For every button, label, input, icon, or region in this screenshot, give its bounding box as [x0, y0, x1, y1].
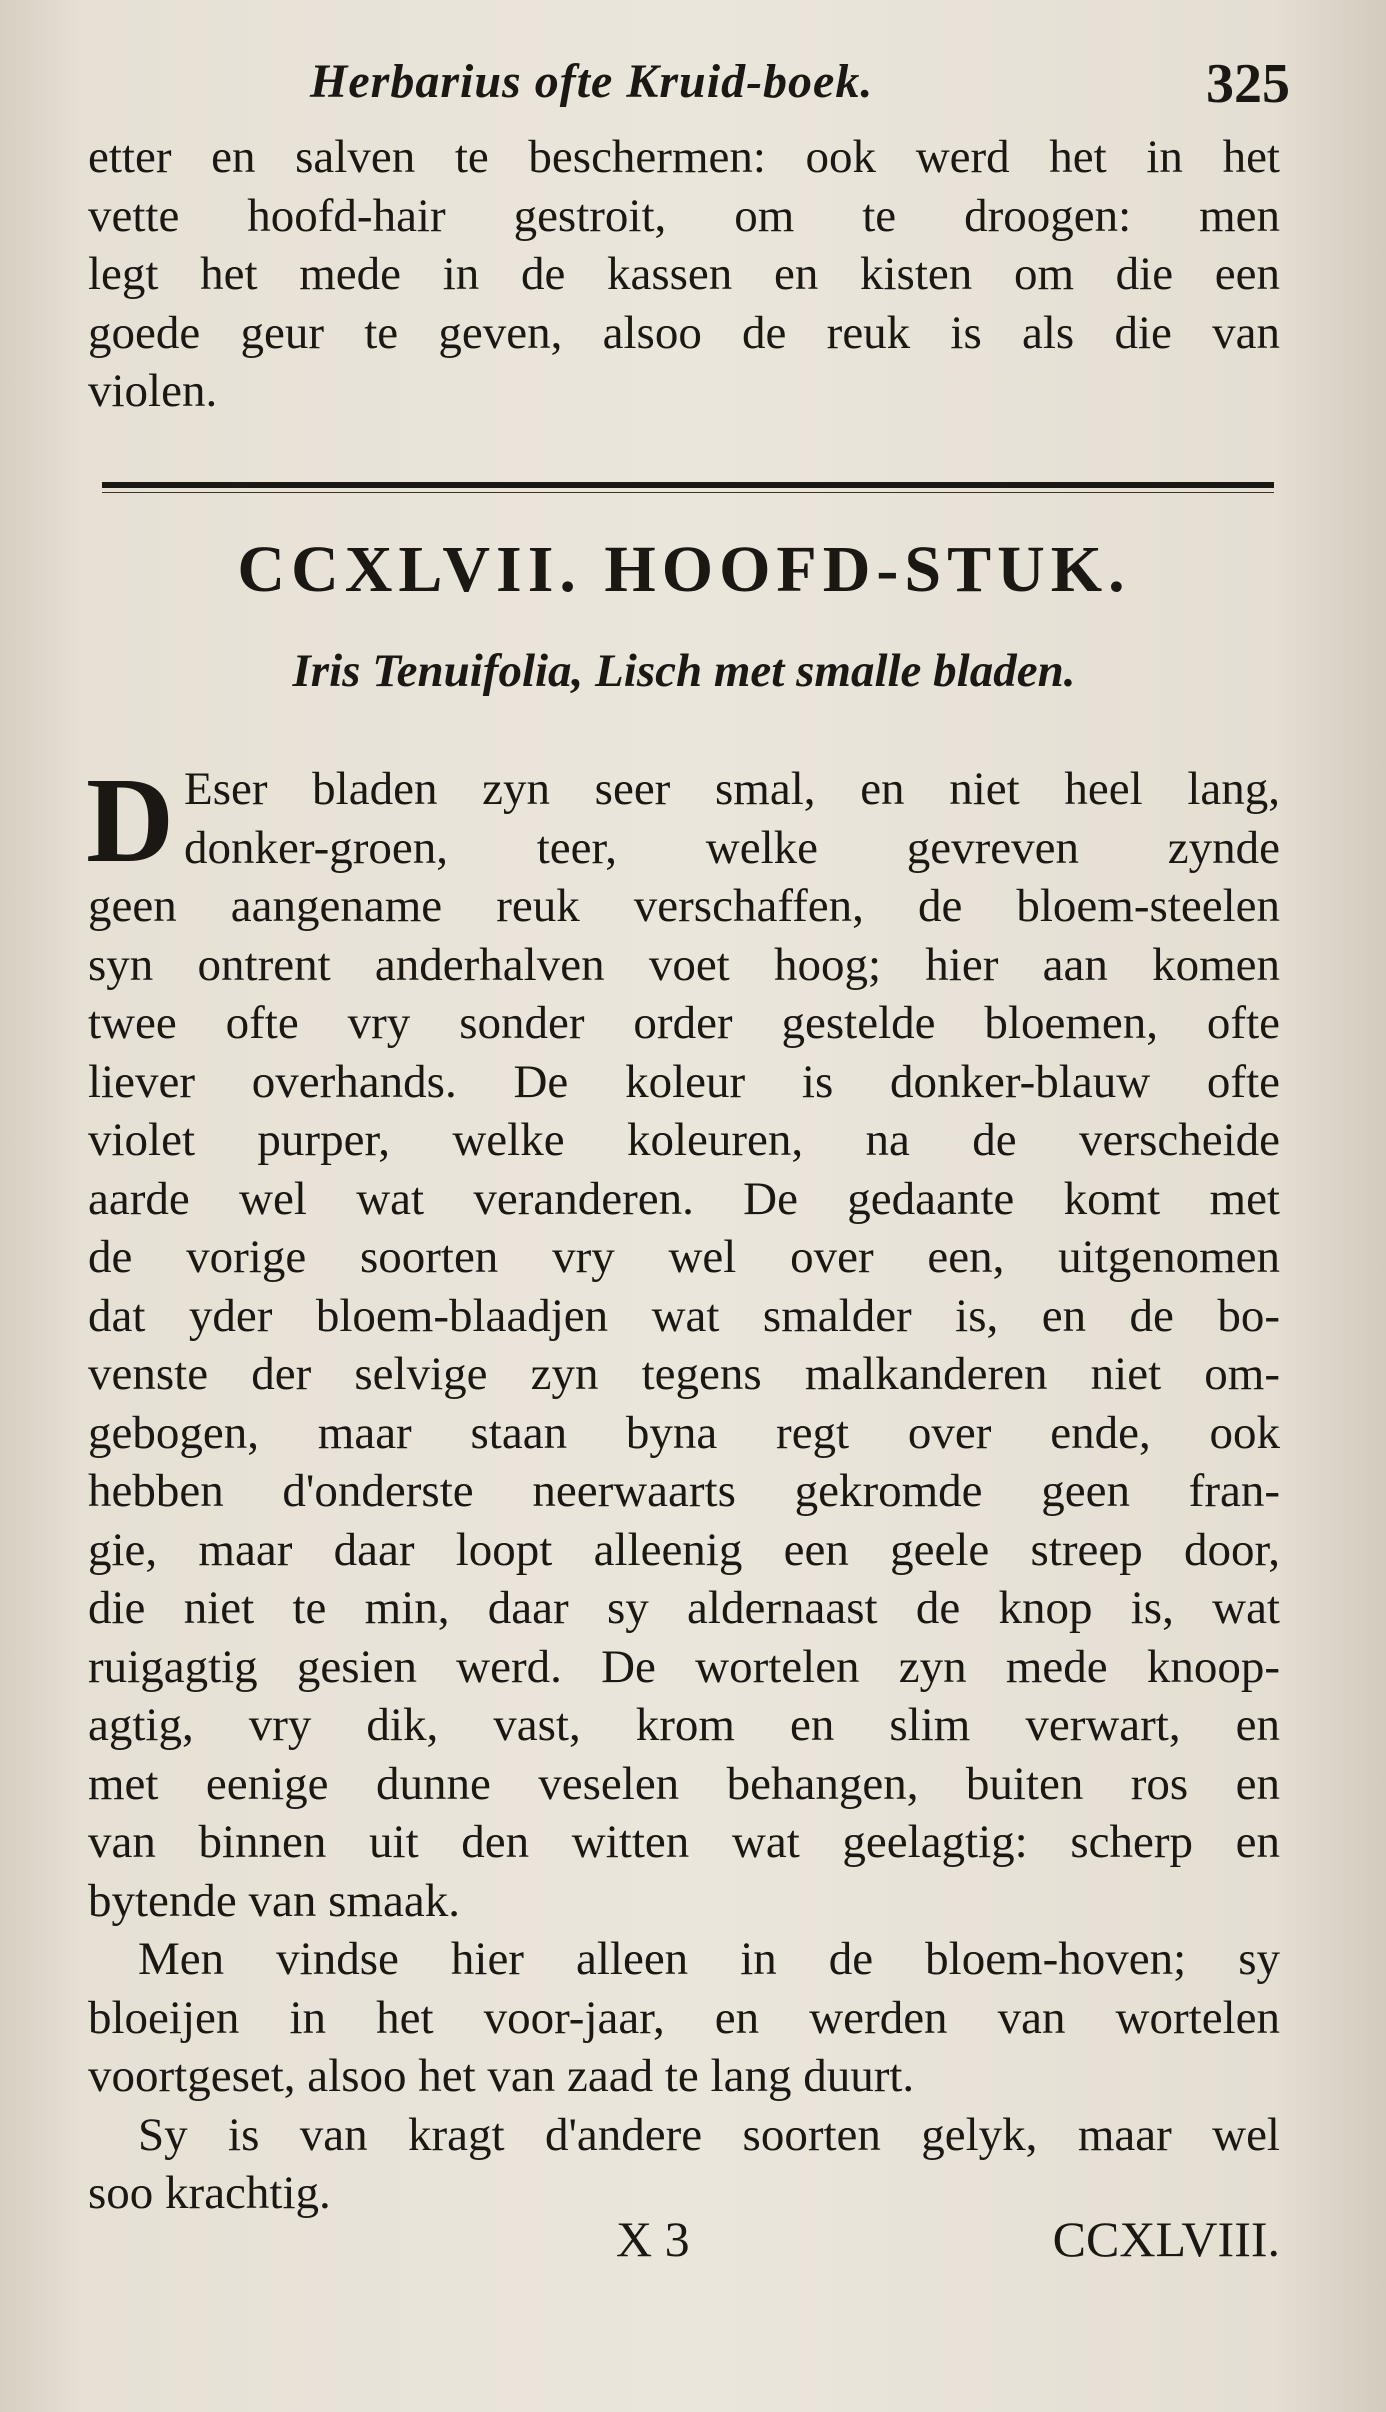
text-line: geen aangename reuk verschaffen, de bloem-steelen — [88, 880, 1280, 932]
page-footer — [88, 2210, 1280, 2280]
chapter-title: CCXLVII. HOOFD-STUK. — [237, 533, 1131, 606]
text-line: aarde wel wat veranderen. De gedaante komt met — [88, 1172, 1280, 1225]
text-line: liever overhands. De koleur is donker-blauw ofte — [88, 1055, 1280, 1108]
text-line: vette hoofd-hair gestroit, om te droogen: men — [88, 189, 1280, 242]
page-number: 325 — [1206, 53, 1290, 115]
text-line: voortgeset, alsoo het van zaad te lang duurt. — [88, 2050, 915, 2102]
main-paragraph — [86, 753, 1280, 2223]
page-header — [310, 38, 1290, 118]
text-line: violen. — [88, 365, 218, 417]
text-line: die niet te min, daar sy aldernaast de knop is, wat — [88, 1582, 1280, 1634]
text-line: goede geur te geven, alsoo de reuk is als die van — [88, 306, 1280, 359]
drop-cap: D — [86, 753, 175, 888]
continued-paragraph — [88, 128, 1280, 421]
text-line: van binnen uit den witten wat geelagtig: scherp en — [88, 1816, 1280, 1868]
text-line: Eser bladen zyn seer smal, en niet heel lang, — [184, 763, 1280, 815]
text-line: twee ofte vry sonder order gestelde bloemen, ofte — [88, 997, 1280, 1049]
text-line: met eenige dunne veselen behangen, buiten ros en — [88, 1757, 1280, 1810]
text-line: soo krachtig. — [88, 2167, 331, 2219]
text-line: syn ontrent anderhalven voet hoog; hier aan komen — [88, 938, 1280, 991]
catchword: CCXLVIII. — [1052, 2211, 1280, 2267]
text-line: etter en salven te beschermen: ook werd het in het — [88, 131, 1280, 183]
text-line: violet purper, welke koleuren, na de verscheide — [88, 1114, 1280, 1166]
text-line: dat yder bloem-blaadjen wat smalder is, en de bo- — [88, 1289, 1280, 1342]
text-line: bloeijen in het voor-jaar, en werden van wortelen — [88, 1991, 1280, 2044]
chapter-subtitle: Iris Tenuifolia, Lisch met smalle bladen. — [292, 645, 1076, 697]
text-line: hebben d'onderste neerwaarts gekromde geen fran- — [88, 1465, 1280, 1517]
text-line: legt het mede in de kassen en kisten om die een — [88, 248, 1280, 300]
text-line: gebogen, maar staan byna regt over ende, ook — [88, 1406, 1280, 1459]
text-line: venste der selvige zyn tegens malkanderen niet om- — [88, 1348, 1280, 1400]
text-line: Men vindse hier alleen in de bloem-hoven; sy — [138, 1933, 1280, 1985]
signature-mark: X 3 — [616, 2211, 690, 2267]
text-line: bytende van smaak. — [88, 1874, 460, 1927]
text-line: ruigagtig gesien werd. De wortelen zyn mede knoop- — [88, 1640, 1280, 1693]
text-line: agtig, vry dik, vast, krom en slim verwart, en — [88, 1699, 1280, 1751]
text-line: Sy is van kragt d'andere soorten gelyk, maar wel — [138, 2108, 1280, 2161]
running-head: Herbarius ofte Kruid-boek. — [310, 55, 874, 108]
text-line: de vorige soorten vry wel over een, uitgenomen — [88, 1231, 1280, 1283]
text-line: donker-groen, teer, welke gevreven zynde — [184, 821, 1280, 874]
section-divider — [102, 482, 1274, 488]
text-line: gie, maar daar loopt alleenig een geele streep door, — [88, 1523, 1280, 1576]
